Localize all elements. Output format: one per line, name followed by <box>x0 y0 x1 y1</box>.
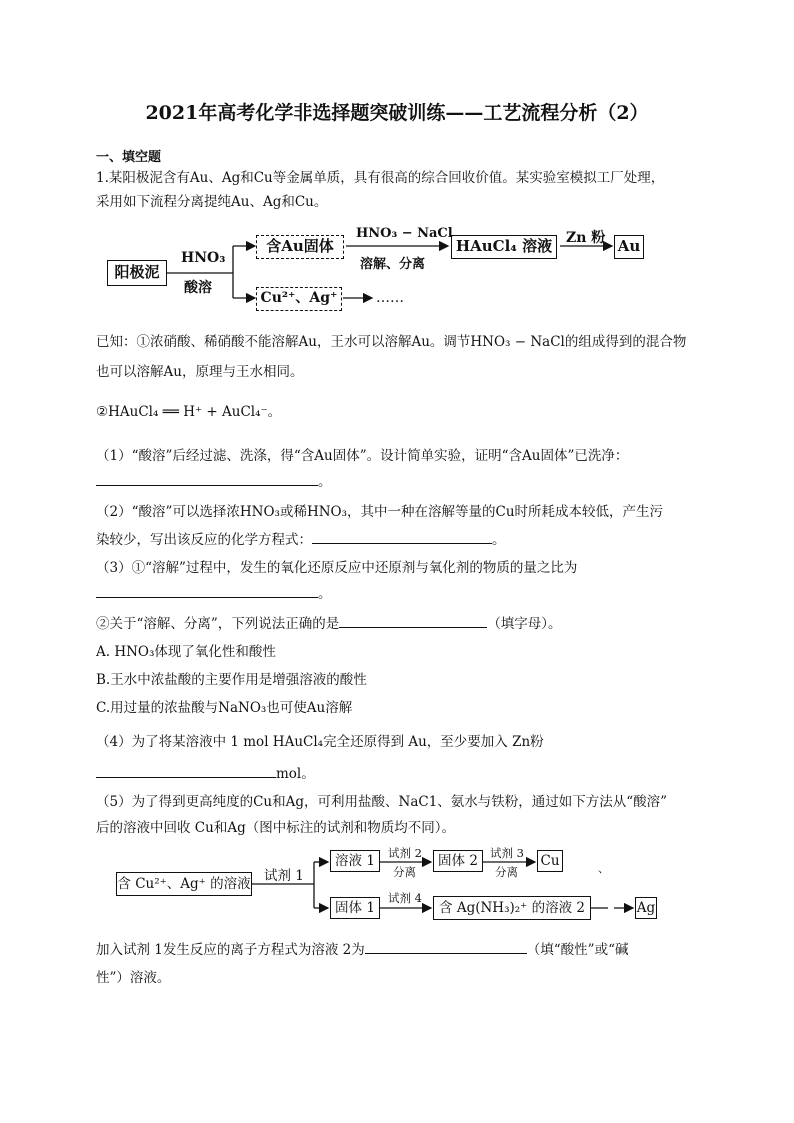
q1-part2-line2: 染较少，写出该反应的化学方程式： 。 <box>96 528 506 548</box>
au-product-box: Au <box>614 235 644 259</box>
page-title: 2021年高考化学非选择题突破训练——工艺流程分析（2） <box>145 102 649 124</box>
stray-mark: 、 <box>598 862 609 875</box>
dissolve-separate-label: 溶解、分离 <box>360 257 426 272</box>
q1-part4-line1: （4）为了将某溶液中 1 mol HAuCl₄完全还原得到 Au，至少要加入 Zn粉 <box>96 734 544 750</box>
continuation-dots: …… <box>376 290 404 306</box>
anode-mud-box: 阳极泥 <box>107 260 167 286</box>
separate-1-label: 分离 <box>393 865 416 879</box>
haucl4-solution-box: HAuCl₄ 溶液 <box>451 235 557 259</box>
cu-ag-solution-box: 含 Cu²⁺、Ag⁺ 的溶液 <box>116 872 252 896</box>
section-heading: 一、填空题 <box>96 150 162 165</box>
known-1-line1: 已知：①浓硝酸、稀硝酸不能溶解Au，王水可以溶解Au。调节HNO₃ − NaCl的组成得到的混合物 <box>96 334 687 350</box>
separate-2-label: 分离 <box>495 865 518 879</box>
q1-part3-line2: ②关于“溶解、分离”，下列说法正确的是 （填字母）。 <box>96 612 562 632</box>
solid-1-box: 固体 1 <box>330 897 380 919</box>
ag-ammonia-solution-box: 含 Ag(NH₃)₂⁺ 的溶液 2 <box>433 896 591 920</box>
q1-part1: （1）“酸溶”后经过滤、洗涤，得“含Au固体”。设计简单实验，证明“含Au固体”已洗净： <box>96 448 629 464</box>
solution-1-box: 溶液 1 <box>330 850 380 872</box>
q1-last-line1: 加入试剂 1发生反应的离子方程式为溶液 2为 （填“酸性”或“碱 <box>96 938 628 958</box>
q1-intro-line1: 1.某阳极泥含有Au、Ag和Cu等金属单质，具有很高的综合回收价值。某实验室模拟工厂处理， <box>96 170 665 186</box>
cu-product-box: Cu <box>537 850 563 872</box>
q1-part1-answer: 。 <box>96 470 332 490</box>
hno3-nacl-label: HNO₃ − NaCl <box>356 226 453 241</box>
option-c: C.用过量的浓盐酸与NaNO₃也可使Au溶解 <box>96 700 353 716</box>
option-a: A. HNO₃体现了氧化性和酸性 <box>96 644 276 660</box>
reagent-3-label: 试剂 3 <box>490 846 524 860</box>
q1-part2-line1: （2）“酸溶”可以选择浓HNO₃或稀HNO₃，其中一种在溶解等量的Cu时所耗成本较低，产生污 <box>96 504 664 520</box>
ag-product-box: Ag <box>635 897 657 919</box>
q1-part3-line1: （3）①“溶解”过程中，发生的氧化还原反应中还原剂与氧化剂的物质的量之比为 <box>96 560 578 576</box>
q1-part3-answer: 。 <box>96 582 332 602</box>
reagent-2-label: 试剂 2 <box>388 846 422 860</box>
au-solid-box: 含Au固体 <box>256 235 344 259</box>
cu-ag-ions-box: Cu²⁺、Ag⁺ <box>256 287 342 311</box>
q1-part5-line1: （5）为了得到更高纯度的Cu和Ag，可利用盐酸、NaC1、氨水与铁粉，通过如下方法从“酸溶” <box>96 794 668 810</box>
q1-last-line2: 性”）溶液。 <box>96 970 171 986</box>
q1-part4-answer: mol。 <box>96 762 315 782</box>
acid-step-label: 酸溶 <box>184 280 212 296</box>
reagent-1-label: 试剂 1 <box>264 868 304 884</box>
acid-reagent-label: HNO₃ <box>181 250 226 266</box>
reagent-4-label: 试剂 4 <box>388 891 422 905</box>
solid-2-box: 固体 2 <box>433 850 483 872</box>
known-2: ②HAuCl₄ ══ H⁺ + AuCl₄⁻。 <box>96 404 282 420</box>
known-1-line2: 也可以溶解Au，原理与王水相同。 <box>96 364 304 380</box>
answer-blank-6[interactable] <box>365 939 527 954</box>
option-b: B.王水中浓盐酸的主要作用是增强溶液的酸性 <box>96 672 367 688</box>
q1-intro-line2: 采用如下流程分离提纯Au、Ag和Cu。 <box>96 194 328 210</box>
zn-powder-label: Zn 粉 <box>566 230 606 246</box>
q1-part5-line2: 后的溶液中回收 Cu和Ag（图中标注的试剂和物质均不同）。 <box>96 820 455 836</box>
